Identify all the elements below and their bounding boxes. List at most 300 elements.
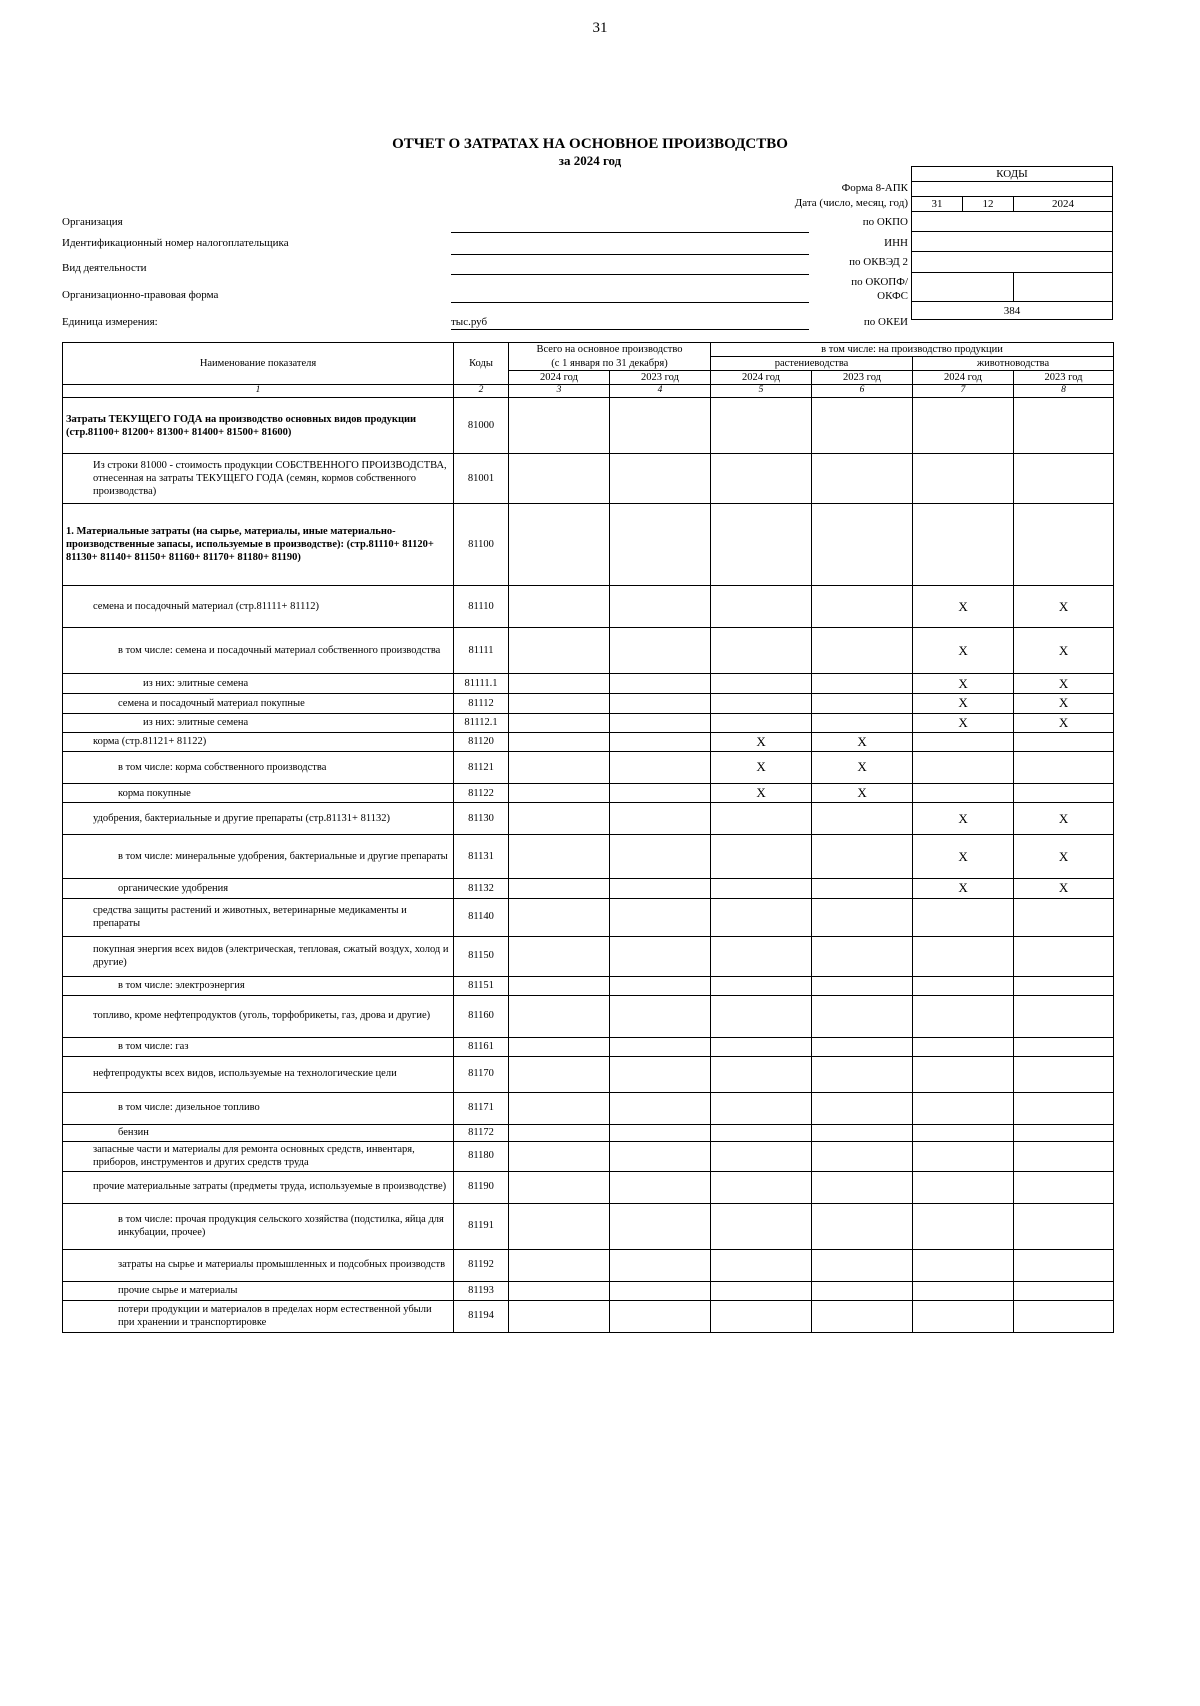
table-row bbox=[63, 1037, 1114, 1056]
value-cell[interactable] bbox=[711, 1300, 812, 1332]
header-livestock-2024: 2024 год bbox=[913, 371, 1014, 385]
value-cell[interactable] bbox=[812, 1171, 913, 1203]
value-cell[interactable] bbox=[812, 995, 913, 1037]
table-row bbox=[63, 504, 1114, 586]
page-number: 31 bbox=[592, 20, 608, 36]
value-cell[interactable] bbox=[1014, 504, 1114, 586]
value-cell[interactable] bbox=[1014, 1056, 1114, 1092]
row-name: Из строки 81000 - стоимость продукции СОБСТВЕННОГО ПРОИЗВОДСТВА, отнесенная на затраты ТЕКУЩЕГО ГОДА (семян, кормов собственного производства) bbox=[63, 454, 454, 504]
header-total-2023: 2023 год bbox=[610, 371, 711, 385]
value-cell[interactable] bbox=[812, 454, 913, 504]
value-cell[interactable] bbox=[711, 1092, 812, 1124]
value-cell[interactable] bbox=[509, 752, 610, 784]
value-cell[interactable] bbox=[711, 674, 812, 694]
value-cell[interactable] bbox=[711, 1249, 812, 1281]
value-cell[interactable] bbox=[711, 1171, 812, 1203]
value-cell[interactable] bbox=[610, 976, 711, 995]
value-cell[interactable] bbox=[1014, 936, 1114, 976]
value-cell[interactable] bbox=[711, 976, 812, 995]
col-num: 4 bbox=[610, 385, 711, 398]
value-cell[interactable] bbox=[812, 1281, 913, 1300]
value-cell[interactable] bbox=[913, 504, 1014, 586]
row-name: Затраты ТЕКУЩЕГО ГОДА на производство основных видов продукции (стр.81100+ 81200+ 81300+ 81400+ 81500+ 81600) bbox=[63, 398, 454, 454]
value-cell[interactable] bbox=[509, 1171, 610, 1203]
value-cell[interactable] bbox=[1014, 898, 1114, 936]
okei-cell[interactable]: 384 bbox=[912, 302, 1113, 320]
inn-full-label: Идентификационный номер налогоплательщика bbox=[62, 237, 289, 249]
value-cell[interactable] bbox=[509, 1037, 610, 1056]
x-mark: X bbox=[1014, 586, 1114, 628]
value-cell[interactable] bbox=[509, 835, 610, 879]
value-cell[interactable] bbox=[812, 504, 913, 586]
x-mark: X bbox=[913, 835, 1014, 879]
value-cell[interactable] bbox=[913, 976, 1014, 995]
value-cell[interactable] bbox=[711, 898, 812, 936]
value-cell[interactable] bbox=[1014, 995, 1114, 1037]
value-cell[interactable] bbox=[711, 936, 812, 976]
value-cell[interactable] bbox=[812, 803, 913, 835]
table-row bbox=[63, 898, 1114, 936]
row-code: 81120 bbox=[454, 732, 509, 751]
value-cell[interactable] bbox=[610, 674, 711, 694]
table-row bbox=[63, 674, 1114, 694]
table-row bbox=[63, 1203, 1114, 1249]
value-cell[interactable] bbox=[913, 398, 1014, 454]
header-name: Наименование показателя bbox=[63, 343, 454, 385]
x-mark: X bbox=[1014, 835, 1114, 879]
value-cell[interactable] bbox=[711, 628, 812, 674]
value-cell[interactable] bbox=[610, 752, 711, 784]
value-cell[interactable] bbox=[913, 1141, 1014, 1171]
row-code: 81151 bbox=[454, 976, 509, 995]
codes-box bbox=[911, 166, 1113, 320]
table-row bbox=[63, 1092, 1114, 1124]
okved-cell[interactable] bbox=[912, 252, 1113, 273]
row-name: прочие сырье и материалы bbox=[63, 1281, 454, 1300]
x-mark: X bbox=[913, 879, 1014, 898]
row-code: 81001 bbox=[454, 454, 509, 504]
row-code: 81112.1 bbox=[454, 713, 509, 732]
row-name: прочие материальные затраты (предметы труда, используемые в производстве) bbox=[63, 1171, 454, 1203]
row-name: корма (стр.81121+ 81122) bbox=[63, 732, 454, 751]
value-cell[interactable] bbox=[913, 995, 1014, 1037]
x-mark: X bbox=[711, 752, 812, 784]
row-code: 81161 bbox=[454, 1037, 509, 1056]
value-cell[interactable] bbox=[812, 1203, 913, 1249]
row-code: 81193 bbox=[454, 1281, 509, 1300]
col-num: 8 bbox=[1014, 385, 1114, 398]
value-cell[interactable] bbox=[711, 879, 812, 898]
value-cell[interactable] bbox=[610, 1124, 711, 1141]
value-cell[interactable] bbox=[812, 1124, 913, 1141]
table-row bbox=[63, 936, 1114, 976]
col-num: 1 bbox=[63, 385, 454, 398]
value-cell[interactable] bbox=[610, 628, 711, 674]
x-mark: X bbox=[812, 752, 913, 784]
value-cell[interactable] bbox=[711, 398, 812, 454]
header-incl: в том числе: на производство продукции bbox=[711, 343, 1114, 357]
value-cell[interactable] bbox=[610, 586, 711, 628]
row-code: 81112 bbox=[454, 694, 509, 713]
table-row bbox=[63, 628, 1114, 674]
okpo-label: по ОКПО bbox=[862, 216, 908, 228]
row-code: 81180 bbox=[454, 1141, 509, 1171]
table-row bbox=[63, 454, 1114, 504]
unit-line bbox=[451, 329, 809, 330]
row-name: корма покупные bbox=[63, 784, 454, 803]
value-cell[interactable] bbox=[711, 454, 812, 504]
row-name: бензин bbox=[63, 1124, 454, 1141]
form-code-cell[interactable] bbox=[912, 182, 1113, 197]
value-cell[interactable] bbox=[812, 1249, 913, 1281]
table-row bbox=[63, 1124, 1114, 1141]
row-name: средства защиты растений и животных, ветеринарные медикаменты и препараты bbox=[63, 898, 454, 936]
value-cell[interactable] bbox=[913, 784, 1014, 803]
unit-value: тыс.руб bbox=[451, 316, 488, 328]
value-cell[interactable] bbox=[812, 398, 913, 454]
value-cell[interactable] bbox=[610, 1249, 711, 1281]
organization-label: Организация bbox=[62, 216, 123, 228]
row-name: удобрения, бактериальные и другие препараты (стр.81131+ 81132) bbox=[63, 803, 454, 835]
x-mark: X bbox=[1014, 879, 1114, 898]
table-row bbox=[63, 879, 1114, 898]
value-cell[interactable] bbox=[610, 936, 711, 976]
inn-label: ИНН bbox=[884, 237, 908, 249]
legal-form-label: Организационно-правовая форма bbox=[62, 289, 219, 301]
value-cell[interactable] bbox=[1014, 1037, 1114, 1056]
value-cell[interactable] bbox=[711, 504, 812, 586]
value-cell[interactable] bbox=[812, 976, 913, 995]
row-name: из них: элитные семена bbox=[63, 713, 454, 732]
value-cell[interactable] bbox=[812, 628, 913, 674]
value-cell[interactable] bbox=[509, 674, 610, 694]
value-cell[interactable] bbox=[1014, 784, 1114, 803]
x-mark: X bbox=[913, 803, 1014, 835]
value-cell[interactable] bbox=[1014, 398, 1114, 454]
table-row bbox=[63, 752, 1114, 784]
value-cell[interactable] bbox=[711, 803, 812, 835]
value-cell[interactable] bbox=[610, 835, 711, 879]
value-cell[interactable] bbox=[711, 694, 812, 713]
okfs-label: ОКФС bbox=[877, 290, 908, 302]
row-code: 81170 bbox=[454, 1056, 509, 1092]
value-cell[interactable] bbox=[509, 1056, 610, 1092]
inn-cell[interactable] bbox=[912, 232, 1113, 252]
x-mark: X bbox=[1014, 694, 1114, 713]
organization-line[interactable] bbox=[451, 232, 809, 233]
value-cell[interactable] bbox=[610, 713, 711, 732]
value-cell[interactable] bbox=[812, 1092, 913, 1124]
x-mark: X bbox=[1014, 674, 1114, 694]
table-row bbox=[63, 586, 1114, 628]
row-name: в том числе: прочая продукция сельского хозяйства (подстилка, яйца для инкубации, прочее) bbox=[63, 1203, 454, 1249]
value-cell[interactable] bbox=[610, 803, 711, 835]
value-cell[interactable] bbox=[913, 454, 1014, 504]
value-cell[interactable] bbox=[610, 1056, 711, 1092]
value-cell[interactable] bbox=[610, 879, 711, 898]
value-cell[interactable] bbox=[812, 674, 913, 694]
x-mark: X bbox=[812, 784, 913, 803]
row-name: из них: элитные семена bbox=[63, 674, 454, 694]
row-name: в том числе: дизельное топливо bbox=[63, 1092, 454, 1124]
value-cell[interactable] bbox=[812, 694, 913, 713]
okpo-cell[interactable] bbox=[912, 212, 1113, 232]
row-code: 81100 bbox=[454, 504, 509, 586]
row-code: 81000 bbox=[454, 398, 509, 454]
value-cell[interactable] bbox=[509, 454, 610, 504]
row-name: топливо, кроме нефтепродуктов (уголь, торфобрикеты, газ, дрова и другие) bbox=[63, 995, 454, 1037]
costs-table bbox=[62, 342, 1114, 1333]
row-name: в том числе: семена и посадочный материал собственного производства bbox=[63, 628, 454, 674]
header-crop-2024: 2024 год bbox=[711, 371, 812, 385]
value-cell[interactable] bbox=[913, 752, 1014, 784]
col-num: 7 bbox=[913, 385, 1014, 398]
value-cell[interactable] bbox=[913, 732, 1014, 751]
value-cell[interactable] bbox=[1014, 1171, 1114, 1203]
value-cell[interactable] bbox=[509, 1281, 610, 1300]
value-cell[interactable] bbox=[812, 898, 913, 936]
row-name: 1. Материальные затраты (на сырье, материалы, иные материально-производственные запасы, используемые в производстве): (стр.81110+ 81120+ 81130+ 81140+ 81150+ 81160+ 81170+ 81180+ 81190) bbox=[63, 504, 454, 586]
value-cell[interactable] bbox=[509, 628, 610, 674]
value-cell[interactable] bbox=[509, 803, 610, 835]
table-row bbox=[63, 1249, 1114, 1281]
value-cell[interactable] bbox=[711, 1203, 812, 1249]
row-name: в том числе: корма собственного производства bbox=[63, 752, 454, 784]
row-code: 81140 bbox=[454, 898, 509, 936]
value-cell[interactable] bbox=[610, 898, 711, 936]
table-row bbox=[63, 1300, 1114, 1332]
value-cell[interactable] bbox=[509, 784, 610, 803]
row-code: 81150 bbox=[454, 936, 509, 976]
value-cell[interactable] bbox=[1014, 1249, 1114, 1281]
row-code: 81111.1 bbox=[454, 674, 509, 694]
value-cell[interactable] bbox=[610, 1171, 711, 1203]
value-cell[interactable] bbox=[711, 835, 812, 879]
value-cell[interactable] bbox=[711, 1037, 812, 1056]
row-name: запасные части и материалы для ремонта основных средств, инвентаря, приборов, инструментов и других средств труда bbox=[63, 1141, 454, 1171]
value-cell[interactable] bbox=[610, 1300, 711, 1332]
row-code: 81110 bbox=[454, 586, 509, 628]
row-code: 81131 bbox=[454, 835, 509, 879]
x-mark: X bbox=[913, 694, 1014, 713]
value-cell[interactable] bbox=[812, 586, 913, 628]
header-total-2024: 2024 год bbox=[509, 371, 610, 385]
date-year[interactable]: 2024 bbox=[1014, 197, 1113, 212]
row-code: 81194 bbox=[454, 1300, 509, 1332]
header-crop-2023: 2023 год bbox=[812, 371, 913, 385]
value-cell[interactable] bbox=[610, 1092, 711, 1124]
value-cell[interactable] bbox=[812, 713, 913, 732]
col-num: 6 bbox=[812, 385, 913, 398]
value-cell[interactable] bbox=[711, 1281, 812, 1300]
value-cell[interactable] bbox=[509, 586, 610, 628]
table-row bbox=[63, 784, 1114, 803]
value-cell[interactable] bbox=[812, 1056, 913, 1092]
value-cell[interactable] bbox=[1014, 752, 1114, 784]
header-crop: растениеводства bbox=[711, 357, 913, 371]
value-cell[interactable] bbox=[1014, 1300, 1114, 1332]
value-cell[interactable] bbox=[610, 1037, 711, 1056]
value-cell[interactable] bbox=[711, 1141, 812, 1171]
value-cell[interactable] bbox=[711, 1056, 812, 1092]
value-cell[interactable] bbox=[509, 898, 610, 936]
row-name: покупная энергия всех видов (электрическая, тепловая, сжатый воздух, холод и другие) bbox=[63, 936, 454, 976]
legal-form-line[interactable] bbox=[451, 302, 809, 303]
x-mark: X bbox=[913, 628, 1014, 674]
value-cell[interactable] bbox=[509, 713, 610, 732]
table-row bbox=[63, 1171, 1114, 1203]
value-cell[interactable] bbox=[1014, 1092, 1114, 1124]
x-mark: X bbox=[1014, 713, 1114, 732]
table-row bbox=[63, 1281, 1114, 1300]
header-livestock-2023: 2023 год bbox=[1014, 371, 1114, 385]
value-cell[interactable] bbox=[610, 732, 711, 751]
value-cell[interactable] bbox=[610, 504, 711, 586]
value-cell[interactable] bbox=[812, 835, 913, 879]
row-code: 81121 bbox=[454, 752, 509, 784]
value-cell[interactable] bbox=[1014, 1203, 1114, 1249]
value-cell[interactable] bbox=[610, 1141, 711, 1171]
value-cell[interactable] bbox=[812, 1141, 913, 1171]
value-cell[interactable] bbox=[509, 995, 610, 1037]
value-cell[interactable] bbox=[509, 1124, 610, 1141]
value-cell[interactable] bbox=[509, 732, 610, 751]
header-livestock: животноводства bbox=[913, 357, 1114, 371]
table-row bbox=[63, 694, 1114, 713]
value-cell[interactable] bbox=[509, 879, 610, 898]
table-row bbox=[63, 398, 1114, 454]
x-mark: X bbox=[711, 732, 812, 751]
value-cell[interactable] bbox=[509, 976, 610, 995]
value-cell[interactable] bbox=[812, 1300, 913, 1332]
value-cell[interactable] bbox=[812, 879, 913, 898]
value-cell[interactable] bbox=[913, 1300, 1014, 1332]
value-cell[interactable] bbox=[509, 1300, 610, 1332]
table-row bbox=[63, 732, 1114, 751]
row-name: в том числе: минеральные удобрения, бактериальные и другие препараты bbox=[63, 835, 454, 879]
value-cell[interactable] bbox=[610, 454, 711, 504]
value-cell[interactable] bbox=[913, 1249, 1014, 1281]
table-row bbox=[63, 1141, 1114, 1171]
table-row bbox=[63, 976, 1114, 995]
value-cell[interactable] bbox=[913, 1056, 1014, 1092]
x-mark: X bbox=[711, 784, 812, 803]
header-total: Всего на основное производство bbox=[509, 343, 711, 357]
activity-line[interactable] bbox=[451, 274, 809, 275]
value-cell[interactable] bbox=[913, 1092, 1014, 1124]
x-mark: X bbox=[1014, 628, 1114, 674]
table-row bbox=[63, 995, 1114, 1037]
date-month[interactable]: 12 bbox=[963, 197, 1014, 212]
value-cell[interactable] bbox=[610, 995, 711, 1037]
value-cell[interactable] bbox=[610, 694, 711, 713]
header-total-sub: (с 1 января по 31 декабря) bbox=[509, 357, 711, 371]
value-cell[interactable] bbox=[711, 995, 812, 1037]
okei-label: по ОКЕИ bbox=[863, 316, 908, 328]
value-cell[interactable] bbox=[610, 1203, 711, 1249]
row-code: 81160 bbox=[454, 995, 509, 1037]
row-code: 81130 bbox=[454, 803, 509, 835]
row-name: семена и посадочный материал покупные bbox=[63, 694, 454, 713]
value-cell[interactable] bbox=[1014, 1141, 1114, 1171]
col-num: 3 bbox=[509, 385, 610, 398]
value-cell[interactable] bbox=[509, 504, 610, 586]
value-cell[interactable] bbox=[812, 1037, 913, 1056]
value-cell[interactable] bbox=[509, 1249, 610, 1281]
date-label: Дата (число, месяц, год) bbox=[794, 197, 908, 209]
date-day[interactable]: 31 bbox=[912, 197, 963, 212]
value-cell[interactable] bbox=[812, 936, 913, 976]
table-row bbox=[63, 835, 1114, 879]
value-cell[interactable] bbox=[509, 398, 610, 454]
value-cell[interactable] bbox=[1014, 454, 1114, 504]
table-row bbox=[63, 713, 1114, 732]
value-cell[interactable] bbox=[610, 784, 711, 803]
table-row bbox=[63, 1056, 1114, 1092]
value-cell[interactable] bbox=[1014, 732, 1114, 751]
row-name: органические удобрения bbox=[63, 879, 454, 898]
value-cell[interactable] bbox=[610, 398, 711, 454]
x-mark: X bbox=[913, 713, 1014, 732]
value-cell[interactable] bbox=[913, 1203, 1014, 1249]
value-cell[interactable] bbox=[509, 1203, 610, 1249]
table-row bbox=[63, 803, 1114, 835]
codes-header: КОДЫ bbox=[912, 167, 1113, 182]
value-cell[interactable] bbox=[509, 1141, 610, 1171]
okved-label: по ОКВЭД 2 bbox=[849, 256, 908, 268]
value-cell[interactable] bbox=[913, 1281, 1014, 1300]
form-label: Форма 8-АПК bbox=[841, 182, 908, 194]
activity-label: Вид деятельности bbox=[62, 262, 147, 274]
value-cell[interactable] bbox=[1014, 1124, 1114, 1141]
col-num: 5 bbox=[711, 385, 812, 398]
table-body bbox=[63, 398, 1114, 1332]
value-cell[interactable] bbox=[711, 586, 812, 628]
report-title: ОТЧЕТ О ЗАТРАТАХ НА ОСНОВНОЕ ПРОИЗВОДСТВО bbox=[392, 136, 788, 152]
value-cell[interactable] bbox=[711, 713, 812, 732]
value-cell[interactable] bbox=[1014, 976, 1114, 995]
row-name: нефтепродукты всех видов, используемые на технологические цели bbox=[63, 1056, 454, 1092]
value-cell[interactable] bbox=[610, 1281, 711, 1300]
value-cell[interactable] bbox=[509, 936, 610, 976]
row-code: 81171 bbox=[454, 1092, 509, 1124]
x-mark: X bbox=[913, 674, 1014, 694]
value-cell[interactable] bbox=[913, 1171, 1014, 1203]
unit-label: Единица измерения: bbox=[62, 316, 158, 328]
value-cell[interactable] bbox=[711, 1124, 812, 1141]
row-code: 81192 bbox=[454, 1249, 509, 1281]
row-code: 81172 bbox=[454, 1124, 509, 1141]
value-cell[interactable] bbox=[1014, 1281, 1114, 1300]
value-cell[interactable] bbox=[913, 936, 1014, 976]
value-cell[interactable] bbox=[913, 898, 1014, 936]
okfs-cell[interactable] bbox=[1014, 273, 1113, 302]
x-mark: X bbox=[1014, 803, 1114, 835]
row-name: семена и посадочный материал (стр.81111+ 81112) bbox=[63, 586, 454, 628]
row-code: 81122 bbox=[454, 784, 509, 803]
row-code: 81190 bbox=[454, 1171, 509, 1203]
value-cell[interactable] bbox=[913, 1037, 1014, 1056]
value-cell[interactable] bbox=[509, 1092, 610, 1124]
value-cell[interactable] bbox=[913, 1124, 1014, 1141]
okopf-label: по ОКОПФ/ bbox=[851, 276, 908, 288]
inn-line[interactable] bbox=[451, 254, 809, 255]
row-code: 81111 bbox=[454, 628, 509, 674]
row-name: затраты на сырье и материалы промышленных и подсобных производств bbox=[63, 1249, 454, 1281]
value-cell[interactable] bbox=[509, 694, 610, 713]
row-name: в том числе: газ bbox=[63, 1037, 454, 1056]
okopf-cell[interactable] bbox=[912, 273, 1014, 302]
